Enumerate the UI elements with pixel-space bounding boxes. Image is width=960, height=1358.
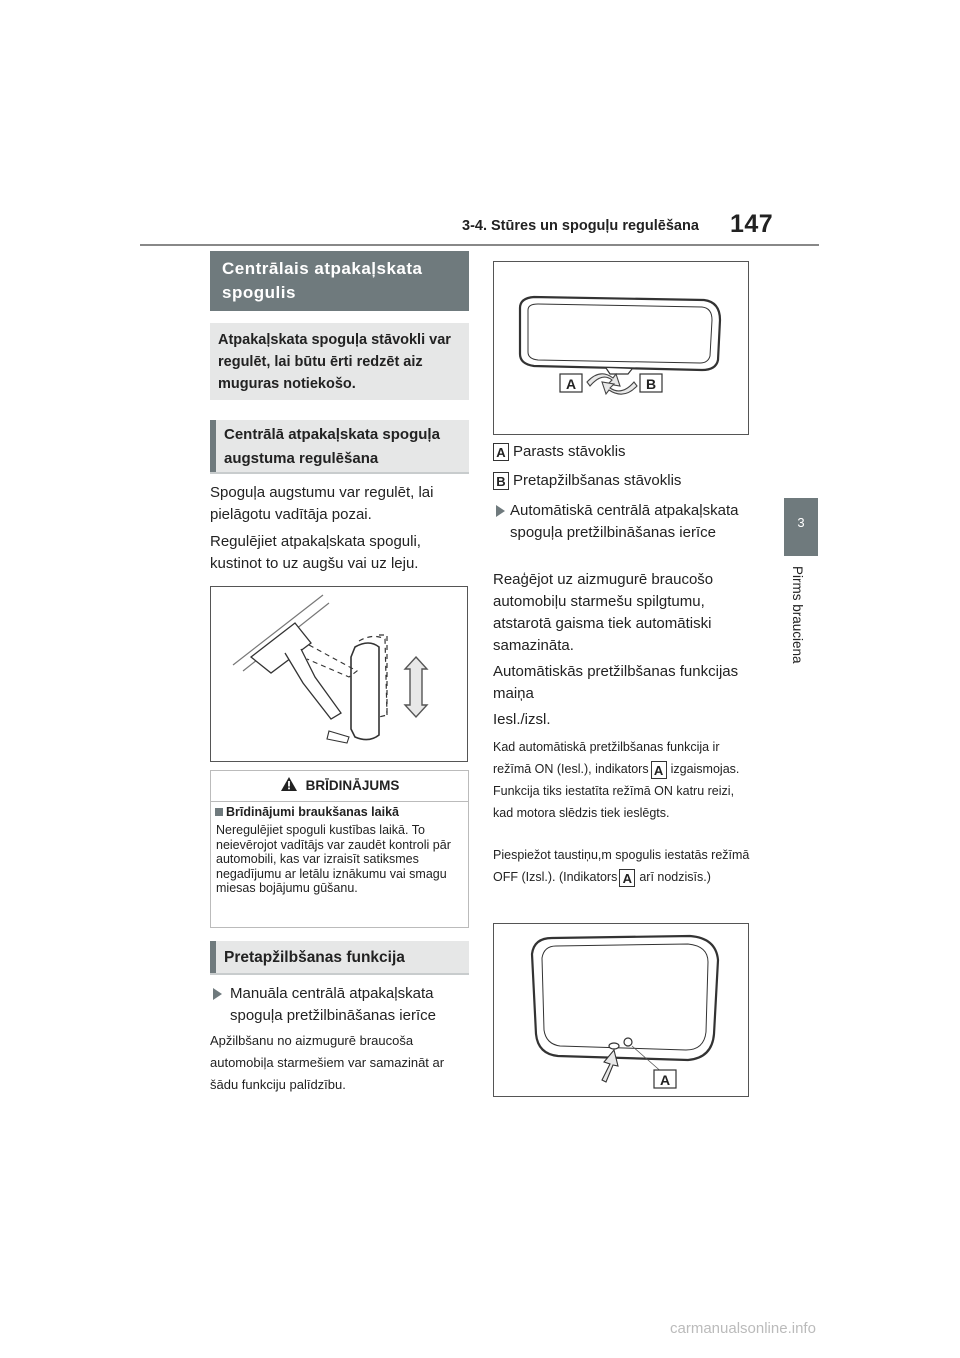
warning-box — [210, 770, 469, 928]
mirror-positions-illustration — [494, 262, 748, 434]
figure-mirror-positions — [493, 261, 749, 435]
fig-label-a: A — [565, 376, 577, 392]
note-on-text-b: izgaismojas. Funkcija tiks iestatīta režīmā ON katru reizi, kad motora slēdzis tiek ieslēgts. — [493, 762, 740, 820]
bullet-arrow-icon — [496, 505, 505, 517]
mirror-height-illustration — [211, 587, 467, 761]
warning-subtitle — [215, 805, 399, 819]
note-on-text-a: Kad automātiskā pretžilbšanas funkcija ir režīmā ON (Iesl.), indikators — [493, 740, 720, 776]
paragraph-onoff: Iesl./izsl. — [493, 711, 551, 728]
figure-mirror-height — [210, 586, 468, 762]
square-bullet-icon — [215, 808, 223, 816]
legend-b — [493, 470, 681, 492]
legend-b-box: B — [493, 472, 509, 490]
heading-antiglare — [210, 941, 469, 975]
legend-b-text: Pretapžilbšanas stāvoklis — [513, 472, 682, 489]
note-off-text-a: Piespiežot taustiņu,m spogulis iestatās režīmā OFF (Izsl.). (Indikators — [493, 848, 750, 884]
paragraph-react: Reaģējot uz aizmugurē braucošo automobiļu starmešu spilgtumu, atstarotā gaisma tiek automātiski samazināta. — [493, 571, 714, 654]
up-down-arrow-icon — [405, 657, 427, 717]
legend-a-text: Parasts stāvoklis — [513, 443, 626, 460]
warning-title: BRĪDINĀJUMS — [305, 778, 400, 793]
bullet-auto-text: Automātiskā centrālā atpakaļskata spoguļa pretžilbināšanas ierīce — [510, 502, 739, 541]
intro-box: Atpakaļskata spoguļa stāvokli var regulēt, lai būtu ērti redzēt aiz muguras notiekošo. — [210, 323, 469, 400]
paragraph-height-2: Regulējiet atpakaļskata spoguli, kustinot to uz augšu vai uz leju. — [210, 533, 421, 572]
figure-antiglare-button — [493, 923, 749, 1097]
paragraph-change: Automātiskās pretžilbšanas funkcijas maiņa — [493, 663, 739, 702]
indicator-a-box: A — [651, 761, 667, 779]
bullet-manual — [213, 983, 471, 1027]
heading-main: Centrālais atpakaļskata spogulis — [210, 251, 469, 311]
warning-icon — [280, 776, 298, 792]
heading-antiglare-text: Pretapžilbšanas funkcija — [224, 949, 405, 966]
note-indicator-on — [493, 736, 751, 824]
indicator-a-box-2: A — [619, 869, 635, 887]
watermark: carmanualsonline.info — [670, 1320, 816, 1337]
fig3-label-a: A — [659, 1072, 671, 1088]
note-off-text-b: arī nodzisīs.) — [639, 870, 711, 884]
legend-a — [493, 441, 626, 463]
chapter-label: Pirms brauciena — [790, 566, 805, 664]
legend-a-box: A — [493, 443, 509, 461]
header-rule — [140, 244, 819, 246]
heading-height-text: Centrālā atpakaļskata spoguļa augstuma regulēšana — [224, 426, 440, 467]
heading-accent — [210, 420, 216, 472]
page-number: 147 — [730, 210, 774, 238]
warning-subtitle-text: Brīdinājumi braukšanas laikā — [226, 805, 399, 819]
bullet-arrow-icon — [213, 988, 222, 1000]
heading-height — [210, 420, 469, 474]
heading-accent — [210, 941, 216, 973]
bullet-auto — [496, 500, 752, 544]
antiglare-button-illustration — [494, 924, 748, 1096]
warning-body: Neregulējiet spoguli kustības laikā. To neievērojot vadītājs var zaudēt kontroli pār automobili, kas var izraisīt satiksmes negadījumu ar letālu iznākumu vai smagu miesas bojājumu gūšanu. — [216, 823, 451, 895]
paragraph-height-1: Spoguļa augstumu var regulēt, lai pielāgotu vadītāja pozai. — [210, 484, 434, 523]
mirror-button-icon — [609, 1043, 619, 1049]
chapter-tab: 3 — [784, 498, 818, 556]
bullet-manual-text: Manuāla centrālā atpakaļskata spoguļa pretžilbināšanas ierīce — [230, 985, 436, 1024]
warning-header — [211, 771, 468, 802]
indicator-light-icon — [624, 1038, 632, 1046]
note-indicator-off — [493, 844, 751, 888]
manual-description: Apžilbšanu no aizmugurē braucoša automobiļa starmešiem var samazināt ar šādu funkciju palīdzību. — [210, 1033, 445, 1092]
section-title: 3-4. Stūres un spoguļu regulēšana — [462, 218, 699, 234]
fig-label-b: B — [645, 376, 657, 392]
